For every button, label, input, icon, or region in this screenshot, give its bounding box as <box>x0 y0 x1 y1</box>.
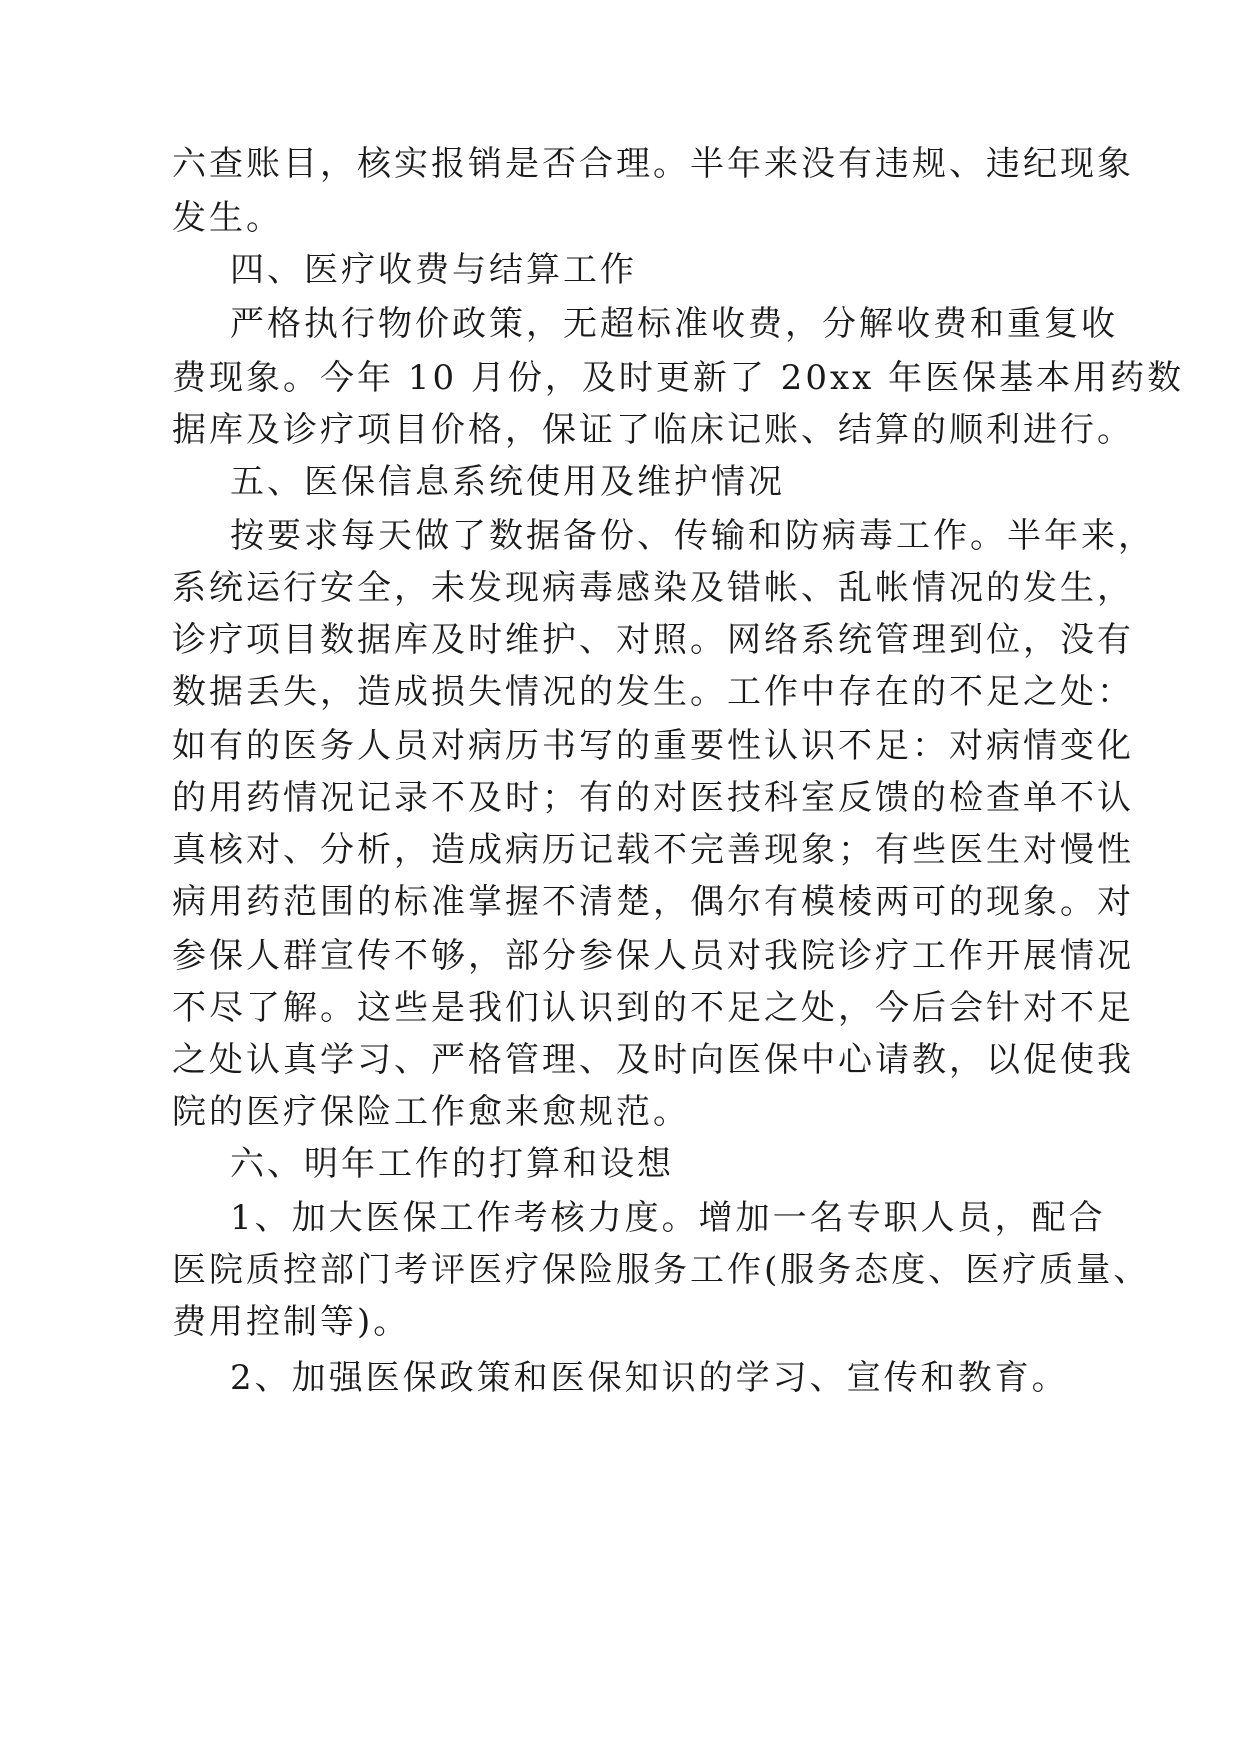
text-line: 真核对、分析，造成病历记载不完善现象；有些医生对慢性 <box>172 830 1134 870</box>
text-line: 费现象。今年 10 月份，及时更新了 20xx 年医保基本用药数 <box>172 358 1185 398</box>
text-line: 如有的医务人员对病历书写的重要性认识不足：对病情变化 <box>172 726 1134 766</box>
text-line: 六查账目，核实报销是否合理。半年来没有违规、违纪现象 <box>172 144 1134 184</box>
text-line: 按要求每天做了数据备份、传输和防病毒工作。半年来， <box>230 516 1155 556</box>
section-heading: 四、医疗收费与结算工作 <box>230 250 637 290</box>
text-line: 严格执行物价政策，无超标准收费，分解收费和重复收 <box>230 304 1118 344</box>
text-line: 之处认真学习、严格管理、及时向医保中心请教，以促使我 <box>172 1040 1134 1080</box>
list-item-line: 医院质控部门考评医疗保险服务工作(服务态度、医疗质量、 <box>172 1250 1151 1290</box>
section-heading: 五、医保信息系统使用及维护情况 <box>230 462 785 502</box>
text-line: 系统运行安全，未发现病毒感染及错帐、乱帐情况的发生， <box>172 568 1134 608</box>
list-item-line: 1、加大医保工作考核力度。增加一名专职人员，配合 <box>230 1198 1106 1238</box>
text-line: 的用药情况记录不及时；有的对医技科室反馈的检查单不认 <box>172 778 1134 818</box>
text-line: 据库及诊疗项目价格，保证了临床记账、结算的顺利进行。 <box>172 410 1134 450</box>
text-line: 发生。 <box>172 198 283 238</box>
text-line: 数据丢失，造成损失情况的发生。工作中存在的不足之处： <box>172 672 1134 712</box>
section-heading: 六、明年工作的打算和设想 <box>230 1144 674 1184</box>
text-line: 诊疗项目数据库及时维护、对照。网络系统管理到位，没有 <box>172 620 1134 660</box>
list-item-line: 2、加强医保政策和医保知识的学习、宣传和教育。 <box>230 1358 1069 1398</box>
text-line: 不尽了解。这些是我们认识到的不足之处，今后会针对不足 <box>172 988 1134 1028</box>
text-line: 参保人群宣传不够，部分参保人员对我院诊疗工作开展情况 <box>172 936 1134 976</box>
text-line: 院的医疗保险工作愈来愈规范。 <box>172 1092 690 1132</box>
list-item-line: 费用控制等)。 <box>172 1302 411 1342</box>
text-line: 病用药范围的标准掌握不清楚，偶尔有模棱两可的现象。对 <box>172 882 1134 922</box>
